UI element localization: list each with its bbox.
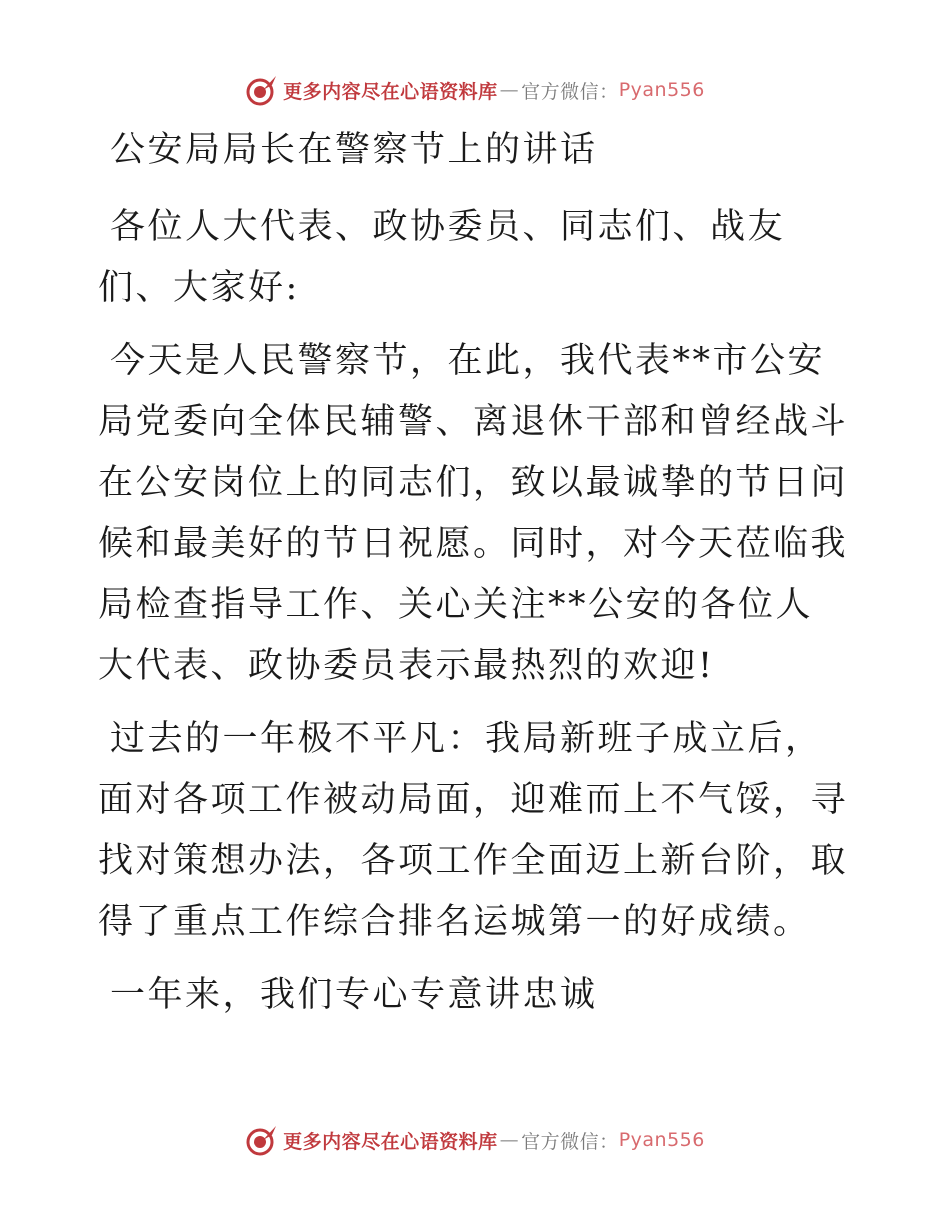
quill-logo-icon: [245, 73, 279, 107]
paragraph-loyalty: 一年来，我们专心专意讲忠诚: [110, 975, 598, 1015]
paragraph-greeting: 各位人大代表、政协委员、同志们、战友们、大家好:: [98, 207, 786, 308]
watermark-text: 更多内容尽在心语资料库: [283, 80, 498, 103]
watermark-wechat-id: Pyan556: [618, 1129, 705, 1151]
watermark-dash: —: [499, 79, 520, 101]
document-title: 公安局局长在警察节上的讲话: [110, 130, 598, 170]
paragraph-greetings-welcome: 今天是人民警察节，在此，我代表**市公安局党委向全体民辅警、离退休干部和曾经战斗在公安岗位上的同志们，致以最诚挚的节日问候和最美好的节日祝愿。同时，对今天莅临我局检查指导工作、关心关注**公安的各位人大代表、政协委员表示最热烈的欢迎!: [98, 341, 849, 686]
watermark-wechat-id: Pyan556: [618, 79, 705, 101]
footer-watermark: [0, 1120, 950, 1160]
header-watermark: [0, 70, 950, 110]
document-body: [98, 120, 850, 1038]
quill-logo-icon: [245, 1123, 279, 1157]
watermark-official: 官方微信：: [521, 1130, 619, 1153]
watermark-official: 官方微信：: [521, 80, 619, 103]
watermark-dash: —: [499, 1129, 520, 1151]
watermark-text: 更多内容尽在心语资料库: [283, 1130, 498, 1153]
paragraph-past-year: 过去的一年极不平凡：我局新班子成立后，面对各项工作被动局面，迎难而上不气馁，寻找对策想办法，各项工作全面迈上新台阶，取得了重点工作综合排名运城第一的好成绩。: [98, 719, 849, 942]
